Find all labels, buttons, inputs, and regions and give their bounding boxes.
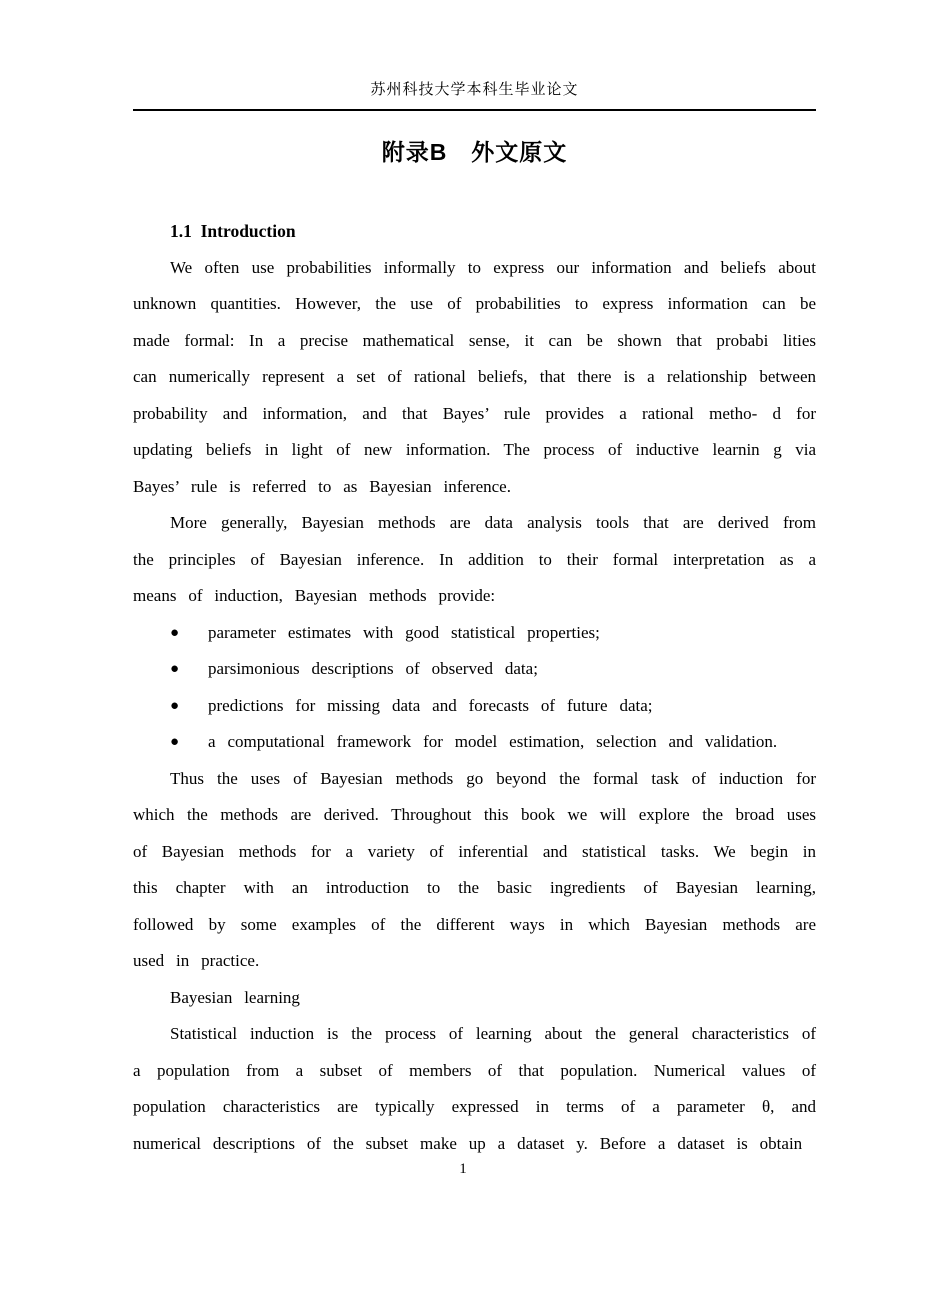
bullet-item-text: a computational framework for model estimation, selection and validation. <box>208 732 778 751</box>
page-number: 1 <box>459 1161 467 1177</box>
bullet-icon: ● <box>170 734 180 750</box>
paragraph: Bayesian learning <box>170 987 300 1007</box>
bullet-item-text: predictions for missing data and forecasts of future data; <box>208 695 653 715</box>
paragraph: We often use probabilities informally to express our information and beliefs about unknown quantities. However, the use of probabilities to express information can be made formal: In a precise mathematical sense, it can be shown that probabi lities can numerically represent a set of rational beliefs, that there is a relationship between probability and information, and that Bayes’ rule provides a rational metho- d for updating beliefs in light of new information. The process of inductive learnin g via Bayes’ rule is referred to as Bayesian inference. <box>133 257 816 496</box>
bullet-item-text: parsimonious descriptions of observed data; <box>208 659 538 678</box>
bullet-list <box>133 615 816 761</box>
paragraph: Statistical induction is the process of learning about the general characteristics of a population from a subset of members of that population. Numerical values of population characteristics are typically expressed in terms of a parameter θ, and numerical descriptions of the subset make up a dataset y. Before a dataset is obtain <box>133 1024 816 1153</box>
header-title: 苏州科技大学本科生毕业论文 <box>370 82 579 98</box>
list-item <box>133 651 816 688</box>
paragraph: Thus the uses of Bayesian methods go beyond the formal task of induction for which the methods are derived. Throughout this book we will explore the broad uses of Bayesian methods for a variety of inferential and statistical tasks. We begin in this chapter with an introduction to the basic ingredients of Bayesian learning, followed by some examples of the different ways in which Bayesian methods are used in practice. <box>133 768 816 970</box>
list-item <box>133 615 816 652</box>
bullet-item-text: parameter estimates with good statistical properties; <box>208 622 600 642</box>
section-heading: 1.1 Introduction <box>170 221 296 241</box>
bullet-icon: ● <box>170 624 180 641</box>
list-item <box>133 688 816 725</box>
list-item <box>133 724 816 761</box>
page-header <box>133 80 816 111</box>
document-body <box>133 213 816 1162</box>
bullet-icon: ● <box>170 697 180 714</box>
paragraph: More generally, Bayesian methods are data analysis tools that are derived from the principles of Bayesian inference. In addition to their formal interpretation as a means of induction, Bayesian methods provide: <box>133 513 816 605</box>
page-footer <box>0 1158 926 1180</box>
bullet-icon: ● <box>170 661 180 677</box>
appendix-title: 附录B 外文原文 <box>381 139 568 165</box>
header-divider <box>133 109 816 111</box>
